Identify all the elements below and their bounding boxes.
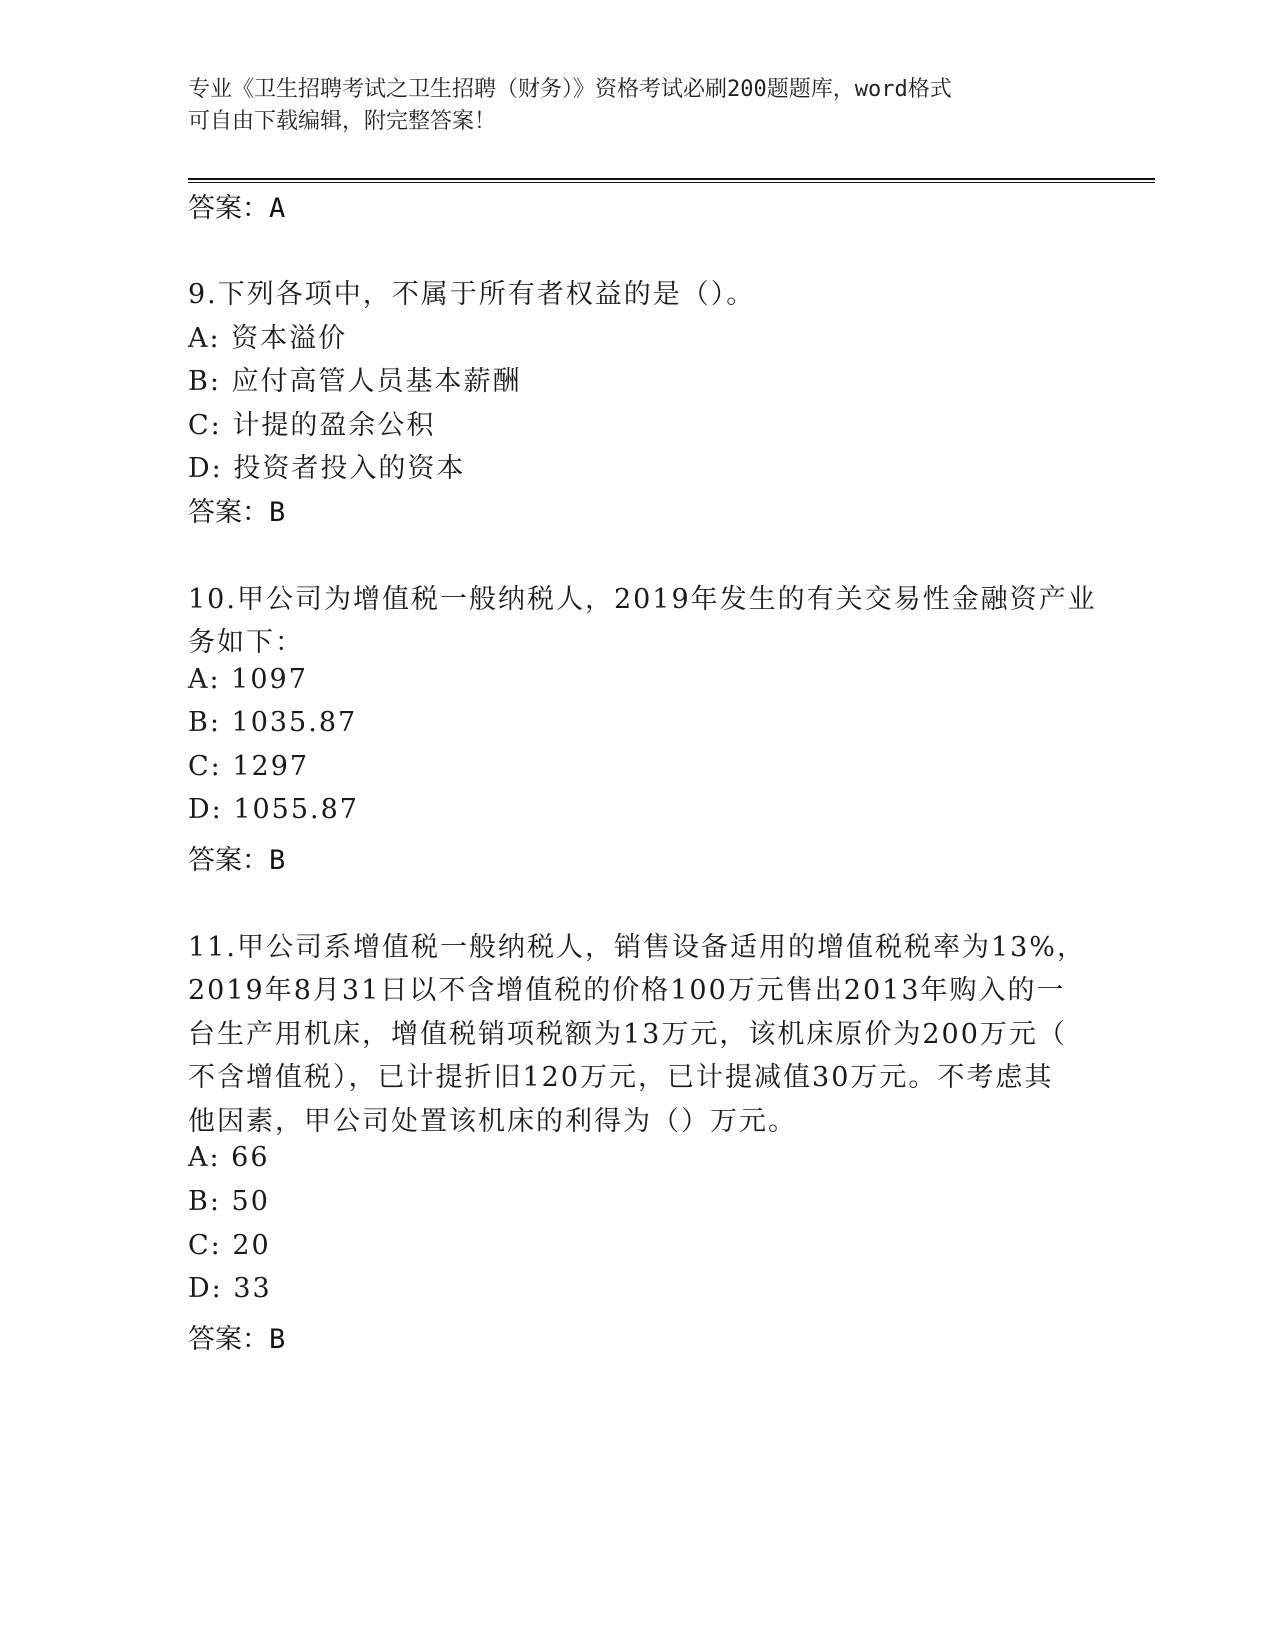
question-10-answer (188, 838, 285, 877)
question-11-option-d: D: 33 (188, 1273, 272, 1304)
answer-label: 答案： (188, 497, 269, 528)
question-11-option-a: A: 66 (188, 1142, 270, 1173)
question-10-option-a: A: 1097 (188, 664, 308, 695)
header-line-2: 可自由下载编辑，附完整答案！ (188, 109, 497, 134)
question-11-answer (188, 1317, 285, 1356)
answer-value: B (269, 845, 286, 876)
question-9-option-b: B: 应付高管人员基本薪酬 (188, 366, 522, 397)
answer-label: 答案： (188, 1324, 269, 1355)
question-11-stem-line-1: 11.甲公司系增值税一般纳税人，销售设备适用的增值税税率为13%， (188, 932, 1086, 963)
document-header (188, 74, 1088, 138)
question-9-answer (188, 490, 285, 529)
answer-value: A (269, 193, 286, 224)
question-9-option-d: D: 投资者投入的资本 (188, 453, 466, 484)
answer-label: 答案： (188, 193, 269, 224)
question-11-stem-line-5: 他因素，甲公司处置该机床的利得为（）万元。 (188, 1106, 797, 1137)
question-10-option-b: B: 1035.87 (188, 707, 358, 738)
header-rule-thick (188, 178, 1155, 180)
answer-prev (188, 186, 285, 225)
header-line-1: 专业《卫生招聘考试之卫生招聘（财务）》资格考试必刷200题题库，word格式 (188, 77, 952, 102)
answer-value: B (269, 1324, 286, 1355)
header-rule-thin (188, 182, 1155, 183)
question-11-option-b: B: 50 (188, 1186, 270, 1217)
question-11-stem-line-2: 2019年8月31日以不含增值税的价格100万元售出2013年购入的一 (188, 975, 1066, 1006)
answer-label: 答案： (188, 845, 269, 876)
answer-value: B (269, 497, 286, 528)
question-9-stem: 9.下列各项中，不属于所有者权益的是（）。 (188, 279, 756, 310)
question-9-option-a: A: 资本溢价 (188, 323, 348, 354)
question-10-stem-line-1: 10.甲公司为增值税一般纳税人，2019年发生的有关交易性金融资产业 (188, 584, 1097, 615)
question-10-option-c: C: 1297 (188, 751, 310, 782)
question-11-option-c: C: 20 (188, 1230, 271, 1261)
question-9-option-c: C: 计提的盈余公积 (188, 410, 436, 441)
question-11-stem-line-3: 台生产用机床，增值税销项税额为13万元，该机床原价为200万元（ (188, 1019, 1067, 1050)
question-11-stem-line-4: 不含增值税），已计提折旧120万元，已计提减值30万元。不考虑其 (188, 1062, 1054, 1093)
question-10-stem-line-2: 务如下： (188, 627, 304, 658)
question-10-option-d: D: 1055.87 (188, 794, 359, 825)
